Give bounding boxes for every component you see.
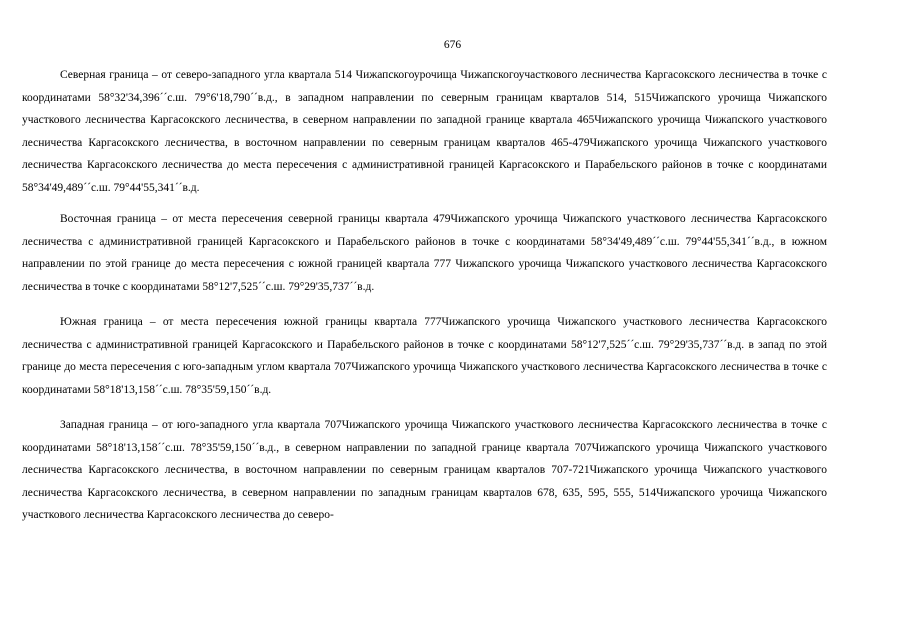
paragraph-south-boundary: Южная граница – от места пересечения южной границы квартала 777Чижапского урочища Чижапского участкового лесничества Каргасокского лесничества с административной границей Каргасокского и Парабельского районов в точке с координатами 58°12'7,525´´с.ш. 79°29'35,737´´в.д. в запад по этой границе до места пересечения с юго-западным углом квартала 707Чижапского урочища Чижапского участкового лесничества Каргасокского лесничества в точке с координатами 58°18'13,158´´с.ш. 78°35'59,150´´в.д. xyxy=(22,316,827,396)
paragraph-east-boundary: Восточная граница – от места пересечения северной границы квартала 479Чижапского урочища Чижапского участкового лесничества Каргасокского лесничества с административной границей Каргасокского и Парабельского районов в точке с координатами 58°34'49,489´´с.ш. 79°44'55,341´´в.д., в южном направлении по этой границе до места пересечения с южной границей квартала 777 Чижапского урочища Чижапского участкового лесничества Каргасокского лесничества в точке с координатами 58°12'7,525´´с.ш. 79°29'35,737´´в.д. xyxy=(22,213,827,293)
page-number: 676 xyxy=(443,39,462,51)
paragraph-north-boundary: Северная граница – от северо-западного угла квартала 514 Чижапскогоурочища Чижапскогоучасткового лесничества Каргасокского лесничества в точке с координатами 58°32'34,396´´с.ш. 79°6'18,790´´в.д., в западном направлении по северным границам кварталов 514, 515Чижапского урочища Чижапского участкового лесничества Каргасокского лесничества, в северном направлении по западной границе квартала 465Чижапского урочища Чижапского участкового лесничества Каргасокского лесничества, в восточном направлении по северным границам кварталов 465-479Чижапского урочища Чижапского участкового лесничества Каргасокского лесничества до места пересечения с административной границей Каргасокского и Парабельского районов в точке с координатами 58°34'49,489´´с.ш. 79°44'55,341´´в.д. xyxy=(22,69,827,194)
paragraph-west-boundary: Западная граница – от юго-западного угла квартала 707Чижапского урочища Чижапского участкового лесничества Каргасокского лесничества в точке с координатами 58°18'13,158´´с.ш. 78°35'59,150´´в.д., в северном направлении по западной границе квартала 707Чижапского урочища Чижапского участкового лесничества Каргасокского лесничества, в восточном направлении по северным границам кварталов 707-721Чижапского урочища Чижапского участкового лесничества Каргасокского лесничества, в северном направлении по западным границам кварталов 678, 635, 595, 555, 514Чижапского урочища Чижапского участкового лесничества Каргасокского лесничества до северо- xyxy=(22,419,827,521)
